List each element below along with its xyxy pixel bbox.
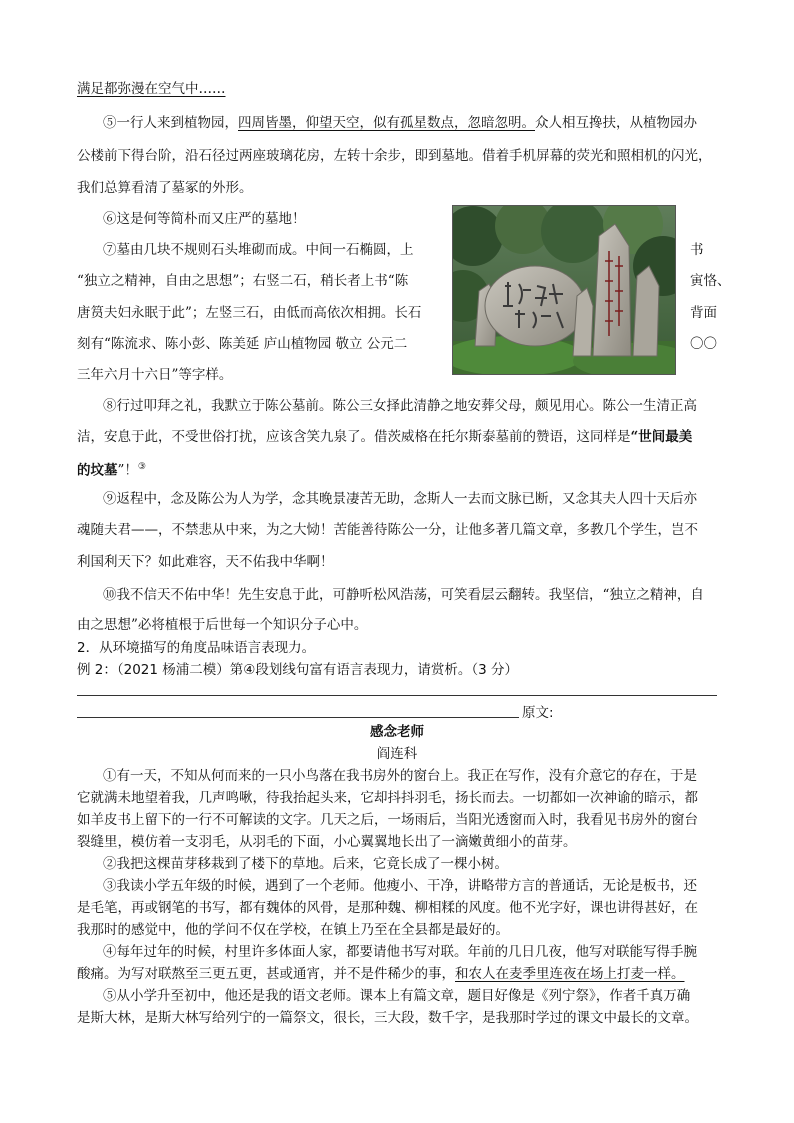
- tomb-illustration: [453, 206, 675, 374]
- p5-text: ⑤一行人来到植物园，: [103, 115, 238, 131]
- p4-underlined-sentence: 和农人在麦季里连夜在场上打麦一样。: [455, 966, 685, 982]
- top-line: 满足都弥漫在空气中……: [77, 81, 226, 97]
- paragraph-8-line-3: [77, 458, 146, 480]
- p8-tail: ”！: [117, 462, 138, 479]
- p8-text: 洁，安息于此，不受世俗打扰，应该含笑九泉了。借茨威格在托尔斯泰墓前的赞语，这同样是: [77, 429, 631, 445]
- p2-paragraph-3-line-3: 我那时的感觉中，他的学问不仅在学校，在镇上乃至在全县都是最好的。: [77, 922, 509, 938]
- example-question: 例 2：（2021 杨浦二模）第④段划线句富有语言表现力，请赏析。（3 分）: [77, 662, 519, 678]
- section-heading: 2．从环境描写的角度品味语言表现力。: [77, 640, 316, 656]
- article-title: 感念老师: [370, 724, 424, 740]
- p2-paragraph-4-line-1: ④每年过年的时候，村里许多体面人家，都要请他书写对联。年前的几日几夜，他写对联能写得手腕: [103, 944, 697, 960]
- source-label: 原文:: [522, 705, 554, 721]
- paragraph-6: ⑥这是何等简朴而又庄严的墓地！: [103, 211, 306, 227]
- p2-paragraph-5-line-2: 是斯大林，是斯大林写给列宁的一篇祭文，很长，三大段，数千字，是我那时学过的课文中最长的文章。: [77, 1010, 698, 1026]
- answer-line-2: [77, 717, 519, 718]
- article-author: 阎连科: [376, 746, 418, 762]
- p2-paragraph-3-line-1: ③我读小学五年级的时候，遇到了一个老师。他瘦小、干净，讲略带方言的普通话，无论是板书，还: [103, 878, 697, 894]
- p8-bold-quote: “世间最美: [630, 429, 693, 445]
- answer-line-1: [77, 695, 717, 696]
- p2-paragraph-1-line-3: 如羊皮书上留下的一行不可解读的文字。几天之后，一场雨后，当阳光透窗而入时，我看见书房外的窗台: [77, 812, 698, 828]
- paragraph-7-line-4-right: 〇〇: [690, 336, 717, 352]
- paragraph-9-line-1: ⑨返程中，念及陈公为人为学，念其晚景凄苦无助，念斯人一去而文脉已断，又念其夫人四十天后亦: [103, 491, 697, 507]
- p5-underlined-sentence: 四周皆墨，仰望天空，似有孤星数点，忽暗忽明。: [238, 115, 535, 131]
- paragraph-5-line-1: [103, 114, 697, 132]
- paragraph-7-line-2-right: 寅恪、: [690, 273, 731, 289]
- paragraph-8-line-1: ⑧行过叩拜之礼，我默立于陈公墓前。陈公三女择此清静之地安葬父母，颇见用心。陈公一生清正高: [103, 398, 697, 414]
- p2-paragraph-4-line-2: [77, 965, 685, 983]
- paragraph-9-line-2: 魂随夫君——，不禁悲从中来，为之大恸！苦能善待陈公一分，让他多著几篇文章，多教几个学生，岂不: [77, 522, 698, 538]
- p5-text-tail: 众人相互搀扶，从植物园办: [535, 115, 697, 131]
- paragraph-5-line-2: 公楼前下得台阶，沿石径过两座玻璃花房，左转十余步，即到墓地。借着手机屏幕的荧光和照相机的闪光，: [77, 148, 712, 164]
- p8-bold-quote-end: 的坟墓: [77, 462, 118, 479]
- paragraph-7-line-3-right: 背面: [690, 305, 717, 321]
- paragraph-7-line-1-right: 书: [690, 242, 704, 258]
- paragraph-7-line-5: 三年六月十六日”等字样。: [77, 367, 233, 383]
- p4-text: 酸痛。为写对联熬至三更五更，甚或通宵，并不是件稀少的事，: [77, 966, 455, 982]
- paragraph-7-line-2-left: “独立之精神，自由之思想”；右竖二石，稍长者上书“陈: [77, 273, 409, 289]
- paragraph-7-line-3-left: 唐筼夫妇永眠于此”；左竖三石，由低而高依次相拥。长石: [77, 305, 422, 321]
- paragraph-10-line-1: ⑩我不信天不佑中华！先生安息于此，可静听松风浩荡，可笑看层云翻转。我坚信，“独立之精神，自: [103, 587, 704, 603]
- paragraph-7-line-1-left: ⑦墓由几块不规则石头堆砌而成。中间一石椭圆，上: [103, 242, 414, 258]
- footnote-marker: ③: [137, 462, 146, 472]
- p2-paragraph-3-line-2: 是毛笔，再或钢笔的书写，都有魏体的风骨，是那种魏、柳相糅的风度。他不光字好，课也讲得甚好，在: [77, 900, 698, 916]
- paragraph-10-line-2: 由之思想”必将植根于后世每一个知识分子心中。: [77, 617, 368, 633]
- tomb-photo: [452, 205, 676, 375]
- paragraph-7-line-4-left: 刻有“陈流求、陈小彭、陈美延 庐山植物园 敬立 公元二: [77, 336, 408, 352]
- paragraph-5-line-3: 我们总算看清了墓冢的外形。: [77, 180, 253, 196]
- paragraph-9-line-3: 利国利天下？如此难容，天不佑我中华啊！: [77, 554, 334, 570]
- p2-paragraph-1-line-1: ①有一天，不知从何而来的一只小鸟落在我书房外的窗台上。我正在写作，没有介意它的存在，于是: [103, 768, 697, 784]
- p2-paragraph-1-line-4: 裂缝里，模仿着一支羽毛，从羽毛的下面，小心翼翼地长出了一滴嫩黄细小的苗芽。: [77, 834, 577, 850]
- p2-paragraph-1-line-2: 它就满未地望着我，几声鸣啾，待我抬起头来，它却抖抖羽毛，扬长而去。一切都如一次神谕的暗示，都: [77, 790, 698, 806]
- p2-paragraph-2: ②我把这棵苗芽移栽到了楼下的草地。后来，它竟长成了一棵小树。: [103, 856, 508, 872]
- paragraph-8-line-2: [77, 428, 692, 446]
- p2-paragraph-5-line-1: ⑤从小学升至初中，他还是我的语文老师。课本上有篇文章，题目好像是《列宁祭》，作者千真万确: [103, 988, 691, 1004]
